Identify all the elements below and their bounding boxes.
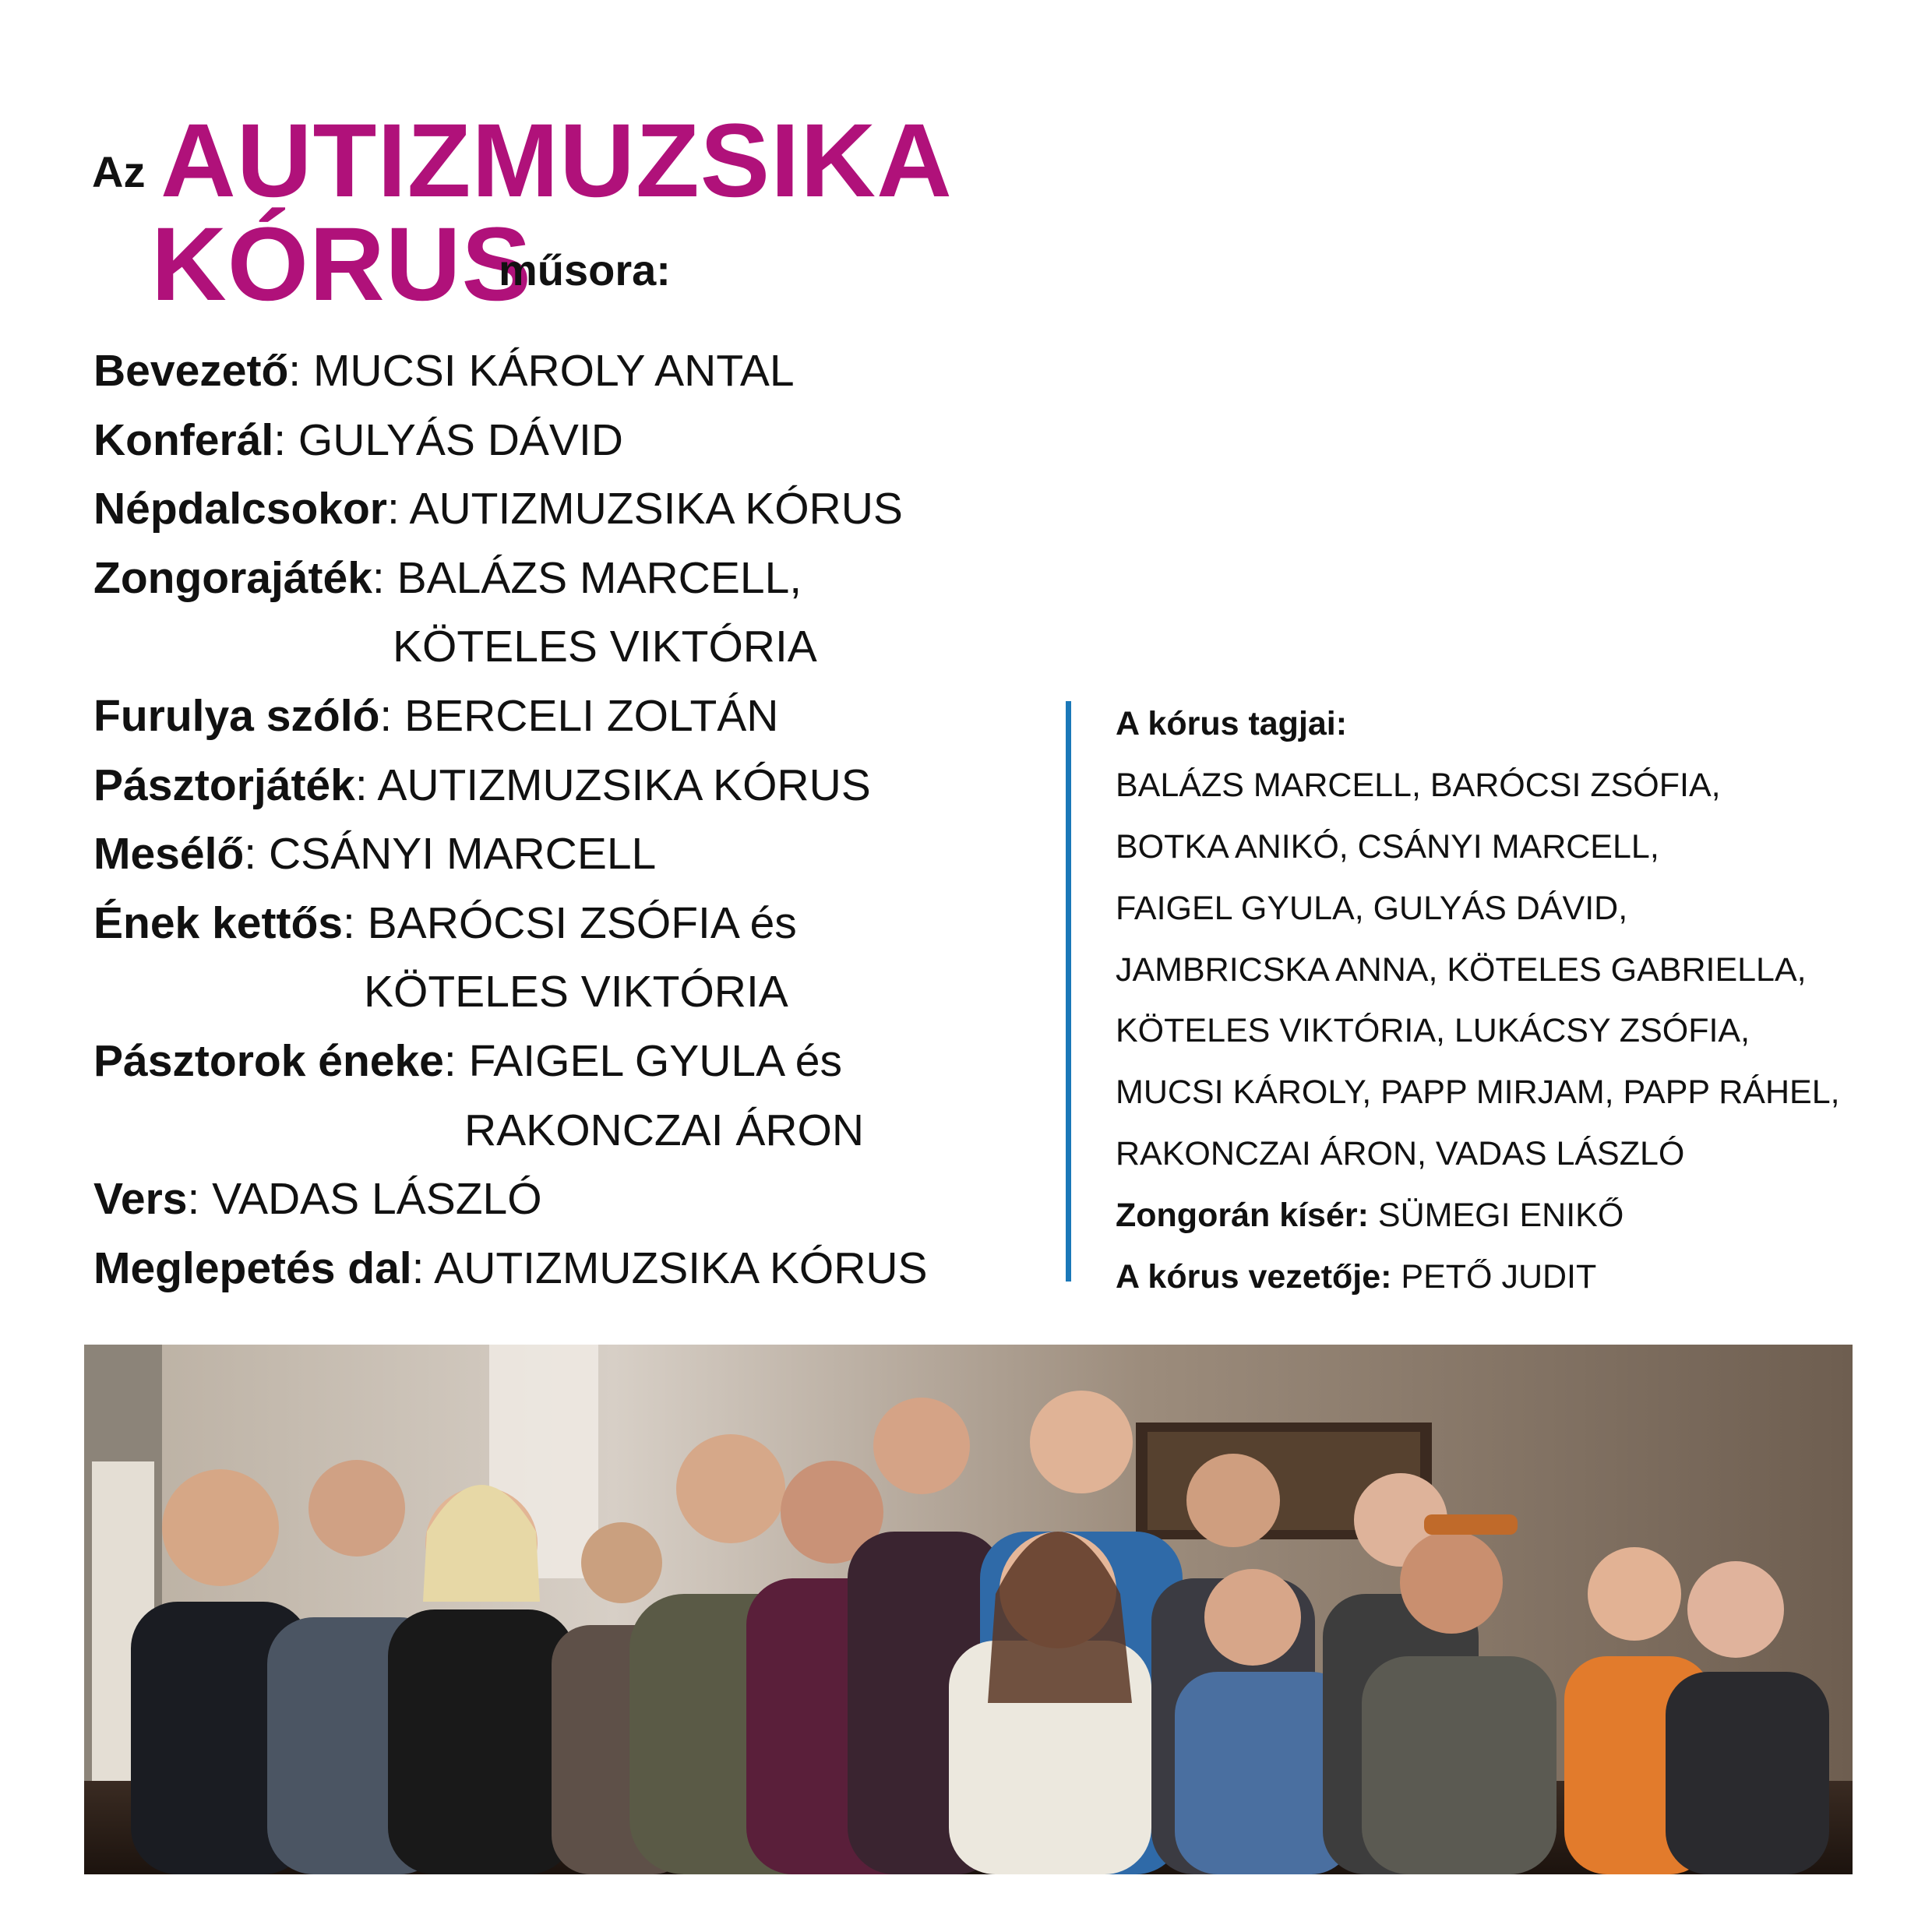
program-performer: GULYÁS DÁVID bbox=[298, 414, 623, 465]
program-label: Zongorajáték bbox=[93, 552, 372, 603]
program-label: Ének kettős bbox=[93, 897, 343, 948]
program-item: Vers: VADAS LÁSZLÓ bbox=[93, 1174, 542, 1225]
program-item: Konferál: GULYÁS DÁVID bbox=[93, 414, 623, 465]
accompanist-name: SÜMEGI ENIKŐ bbox=[1377, 1197, 1624, 1235]
member-line: JAMBRICSKA ANNA, KÖTELES GABRIELLA, bbox=[1116, 950, 1807, 989]
program-performer: BERCELI ZOLTÁN bbox=[404, 690, 779, 741]
column-divider bbox=[1066, 701, 1071, 1282]
leader-name: PETŐ JUDIT bbox=[1401, 1258, 1597, 1296]
program-item-continuation bbox=[93, 612, 1059, 682]
program-performer: RAKONCZAI ÁRON bbox=[464, 1105, 865, 1155]
program-item: Ének kettős: BARÓCSI ZSÓFIA és bbox=[93, 897, 797, 948]
program-item: Mesélő: CSÁNYI MARCELL bbox=[93, 829, 657, 880]
title-prefix: Az bbox=[92, 147, 146, 196]
program-item: Furulya szóló: BERCELI ZOLTÁN bbox=[93, 690, 779, 741]
program-performer: KÖTELES VIKTÓRIA bbox=[393, 622, 817, 672]
title-suffix: műsora: bbox=[499, 245, 671, 294]
program-performer: AUTIZMUZSIKA KÓRUS bbox=[377, 760, 871, 810]
program-performer: BARÓCSI ZSÓFIA és bbox=[367, 897, 797, 948]
member-line: MUCSI KÁROLY, PAPP MIRJAM, PAPP RÁHEL, bbox=[1116, 1074, 1840, 1112]
program-item: Bevezető: MUCSI KÁROLY ANTAL bbox=[93, 346, 795, 396]
member-line: BALÁZS MARCELL, BARÓCSI ZSÓFIA, bbox=[1116, 766, 1721, 804]
program-performer: CSÁNYI MARCELL bbox=[268, 829, 657, 880]
program-label: Mesélő bbox=[93, 829, 245, 880]
program-label: Bevezető bbox=[93, 346, 289, 396]
program-performer: AUTIZMUZSIKA KÓRUS bbox=[409, 484, 903, 534]
leader-label: A kórus vezetője: bbox=[1116, 1258, 1392, 1296]
program-performer: MUCSI KÁROLY ANTAL bbox=[312, 346, 795, 396]
member-line: FAIGEL GYULA, GULYÁS DÁVID, bbox=[1116, 889, 1628, 927]
program-item: Népdalcsokor: AUTIZMUZSIKA KÓRUS bbox=[93, 484, 903, 534]
members-title: A kórus tagjai: bbox=[1116, 705, 1348, 742]
member-line: RAKONCZAI ÁRON, VADAS LÁSZLÓ bbox=[1116, 1135, 1685, 1173]
program-label: Vers bbox=[93, 1174, 188, 1225]
program-item-continuation bbox=[93, 957, 1059, 1027]
program-performer: KÖTELES VIKTÓRIA bbox=[364, 967, 788, 1017]
choir-members-panel bbox=[1116, 693, 1918, 1308]
program-item: Pásztorok éneke: FAIGEL GYULA és bbox=[93, 1035, 843, 1086]
member-line: KÖTELES VIKTÓRIA, LUKÁCSY ZSÓFIA, bbox=[1116, 1012, 1750, 1050]
title-line-1: AUTIZMUZSIKA bbox=[160, 103, 953, 219]
accompanist-line bbox=[1116, 1185, 1918, 1246]
program-label: Furulya szóló bbox=[93, 690, 380, 741]
program-list bbox=[93, 337, 1059, 1303]
accompanist-label: Zongorán kísér: bbox=[1116, 1197, 1369, 1235]
program-label: Konferál bbox=[93, 414, 274, 465]
program-item-continuation bbox=[93, 1096, 1059, 1165]
member-line: BOTKA ANIKÓ, CSÁNYI MARCELL, bbox=[1116, 827, 1659, 866]
program-performer: FAIGEL GYULA és bbox=[468, 1035, 843, 1086]
program-label: Meglepetés dal bbox=[93, 1243, 412, 1293]
program-label: Népdalcsokor bbox=[93, 484, 387, 534]
program-item: Pásztorjáték: AUTIZMUZSIKA KÓRUS bbox=[93, 760, 871, 810]
program-performer: BALÁZS MARCELL, bbox=[397, 552, 802, 603]
program-performer: VADAS LÁSZLÓ bbox=[212, 1174, 542, 1225]
program-label: Pásztorjáték bbox=[93, 760, 355, 810]
members-heading bbox=[1116, 693, 1918, 755]
leader-line bbox=[1116, 1246, 1918, 1308]
group-photo bbox=[84, 1345, 1853, 1874]
title-line-2: KÓRUS bbox=[151, 206, 532, 323]
program-item: Zongorajáték: BALÁZS MARCELL, bbox=[93, 552, 802, 603]
program-item: Meglepetés dal: AUTIZMUZSIKA KÓRUS bbox=[93, 1243, 928, 1293]
program-performer: AUTIZMUZSIKA KÓRUS bbox=[434, 1243, 928, 1293]
program-label: Pásztorok éneke bbox=[93, 1035, 444, 1086]
